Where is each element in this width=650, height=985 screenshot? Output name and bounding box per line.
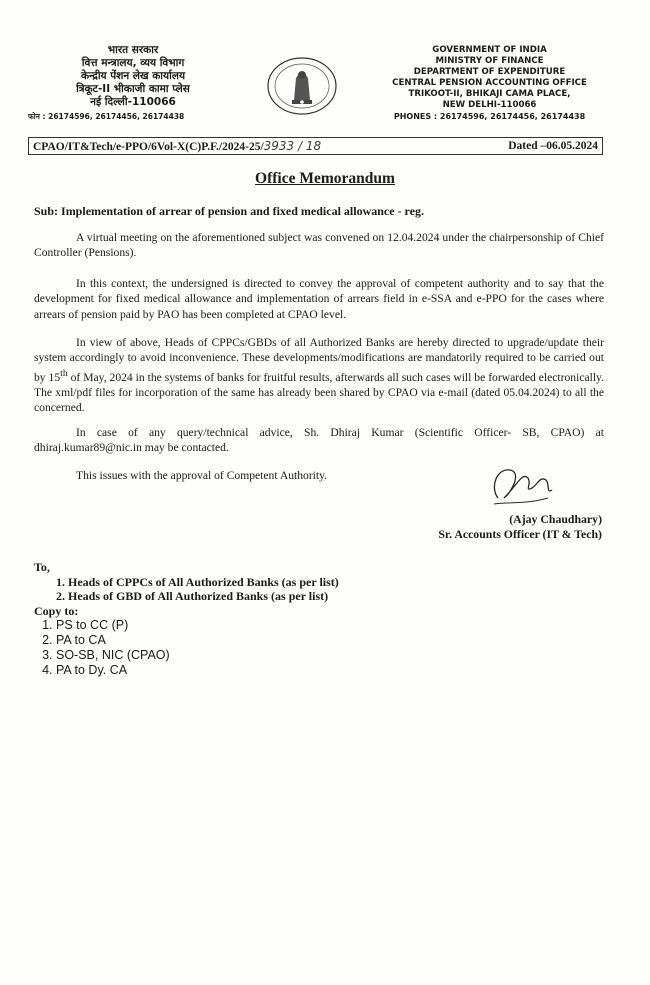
reference-box — [28, 137, 603, 155]
hindi-line: भारत सरकार — [107, 44, 159, 56]
paragraph-5: This issues with the approval of Competent Authority. — [76, 469, 328, 482]
paragraph-2: In this context, the undersigned is directed to convey the approval of competent authority and to say that the development for fixed medical allowance and implementation of arrears field in e-SSA and e-PPO for the cases where arrears of pension paid by PAO has been completed at CPAO level. — [34, 277, 604, 321]
subject-line: Sub: Implementation of arrear of pension and fixed medical allowance - reg. — [34, 204, 424, 218]
to-label: To, — [34, 560, 50, 574]
hindi-line: त्रिकूट-II भीकाजी कामा प्लेस — [76, 83, 190, 95]
english-line: TRIKOOT-II, BHIKAJI CAMA PLACE, — [408, 89, 571, 99]
paragraph-3: In view of above, Heads of CPPCs/GBDs of all Authorized Banks are hereby directed to upgrade/update their system accordingly to avoid inconvenience. These developments/modifications are mandatorily required to be carried out by 15th of May, 2024 in the systems of banks for fruitful results, afterwards all such cases will be forwarded electronically. The xml/pdf files for incorporation of the same has already been shared by CPAO via e-mail (dated 05.04.2024) to all the concerned. — [34, 336, 605, 415]
english-line: DEPARTMENT OF EXPENDITURE — [413, 67, 566, 77]
english-line: MINISTRY OF FINANCE — [435, 56, 544, 66]
list-item: 1. Heads of CPPCs of All Authorized Banks (as per list) — [68, 575, 339, 590]
hindi-letterhead — [28, 44, 238, 123]
english-line: NEW DELHI-110066 — [442, 100, 537, 110]
english-line: GOVERNMENT OF INDIA — [432, 45, 547, 55]
signer-block — [438, 512, 602, 542]
list-item: 2. PA to CA — [56, 633, 339, 648]
state-emblem-icon — [266, 56, 338, 116]
signer-name: (Ajay Chaudhary) — [509, 512, 602, 526]
list-item: 1. PS to CC (P) — [56, 618, 339, 633]
handwritten-number: 3933 / 18 — [263, 139, 322, 153]
paragraph-4: In case of any query/technical advice, Sh. Dhiraj Kumar (Scientific Officer- SB, CPAO) at dhiraj.kumar89@nic.in may be contacted. — [34, 426, 604, 455]
signature-icon — [488, 458, 558, 514]
english-letterhead — [352, 45, 627, 122]
reference-date: Dated –06.05.2024 — [508, 140, 598, 152]
list-item: 4. PA to Dy. CA — [56, 663, 339, 678]
hindi-line: केन्द्रीय पेंशन लेख कार्यालय — [80, 70, 186, 82]
reference-number: CPAO/IT&Tech/e-PPO/6Vol-X(C)P.F./2024-25/3933 / 18 — [33, 139, 322, 153]
list-item: 3. SO-SB, NIC (CPAO) — [56, 648, 339, 663]
signer-designation: Sr. Accounts Officer (IT & Tech) — [438, 527, 602, 541]
copy-to-list — [34, 618, 339, 678]
english-line: CENTRAL PENSION ACCOUNTING OFFICE — [392, 78, 587, 88]
distribution-block — [34, 560, 339, 678]
list-item: 2. Heads of GBD of All Authorized Banks (as per list) — [68, 589, 339, 604]
to-list — [34, 575, 339, 604]
hindi-line: वित्त मन्त्रालय, व्यय विभाग — [81, 57, 185, 69]
copy-to-label: Copy to: — [34, 603, 79, 618]
hindi-line: नई दिल्ली-110066 — [90, 96, 176, 108]
hindi-phone: फोन : 26174596, 26174456, 26174438 — [28, 112, 185, 121]
paragraph-1: A virtual meeting on the aforementioned subject was convened on 12.04.2024 under the chairpersonship of Chief Controller (Pensions). — [34, 231, 604, 260]
page-title: Office Memorandum — [255, 170, 395, 187]
english-phone: PHONES : 26174596, 26174456, 26174438 — [393, 112, 586, 121]
